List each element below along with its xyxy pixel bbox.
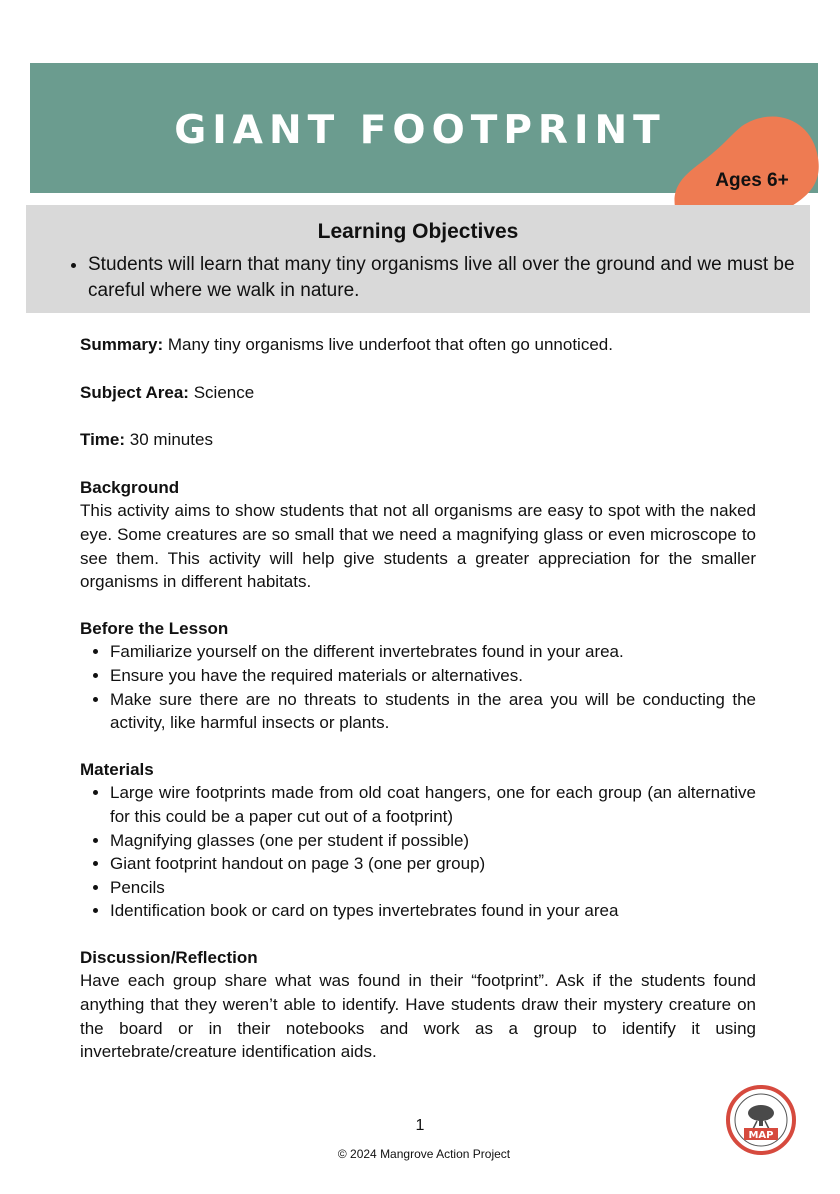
before-lesson-heading: Before the Lesson <box>80 618 229 638</box>
list-item: • Magnifying glasses (one per student if possible) <box>110 829 756 853</box>
list-item: • Ensure you have the required materials or alternatives. <box>110 664 756 688</box>
summary-label: Summary: <box>80 335 164 354</box>
lesson-content <box>80 333 756 1064</box>
summary-field <box>80 333 756 357</box>
subject-text: Science <box>193 382 255 402</box>
time-label: Time: <box>80 430 126 450</box>
list-item: • Pencils <box>110 876 756 900</box>
discussion-text: Have each group share what was found in their “footprint”. Ask if the students found anything that they weren’t able to identify. Have students draw their mystery creature on the board or in their notebooks and work as a group to identify it using invertebrate/creature identification aids. <box>80 971 756 1062</box>
before-lesson-list <box>80 640 756 734</box>
age-badge: Ages 6+ <box>715 170 789 191</box>
objective-item: • Students will learn that many tiny organisms live all over the ground and we must be careful where we walk in nature. <box>88 252 818 304</box>
time-text: 30 minutes <box>129 430 213 450</box>
list-item: • Familiarize yourself on the different invertebrates found in your area. <box>110 640 756 664</box>
background-heading: Background <box>80 477 180 497</box>
time-field <box>80 428 756 452</box>
list-item: • Identification book or card on types invertebrates found in your area <box>110 899 756 923</box>
subject-label: Subject Area: <box>80 382 189 402</box>
objectives-list <box>60 252 818 304</box>
svg-text:MAP: MAP <box>748 1130 774 1141</box>
list-item: • Large wire footprints made from old coat hangers, one for each group (an alternative for this could be a paper cut out of a footprint) <box>110 781 756 828</box>
subject-field <box>80 381 756 405</box>
materials-list <box>80 781 756 923</box>
summary-text: Many tiny organisms live underfoot that often go unnoticed. <box>167 335 613 354</box>
discussion-heading: Discussion/Reflection <box>80 947 258 967</box>
objectives-heading: Learning Objectives <box>317 220 519 243</box>
materials-heading: Materials <box>80 759 154 779</box>
copyright: © 2024 Mangrove Action Project <box>337 1147 511 1161</box>
list-item: • Giant footprint handout on page 3 (one per group) <box>110 852 756 876</box>
background-text: This activity aims to show students that not all organisms are easy to spot with the naked eye. Some creatures are so small that we need a magnifying glass or even microscope to see them. This activity will help give students a greater appreciation for the smaller organisms in different habitats. <box>80 501 756 592</box>
page-title: GIANT FOOTPRINT <box>174 108 666 153</box>
map-logo <box>726 1085 796 1155</box>
page-number: 1 <box>415 1117 425 1134</box>
list-item: • Make sure there are no threats to students in the area you will be conducting the activity, like harmful insects or plants. <box>110 688 756 735</box>
